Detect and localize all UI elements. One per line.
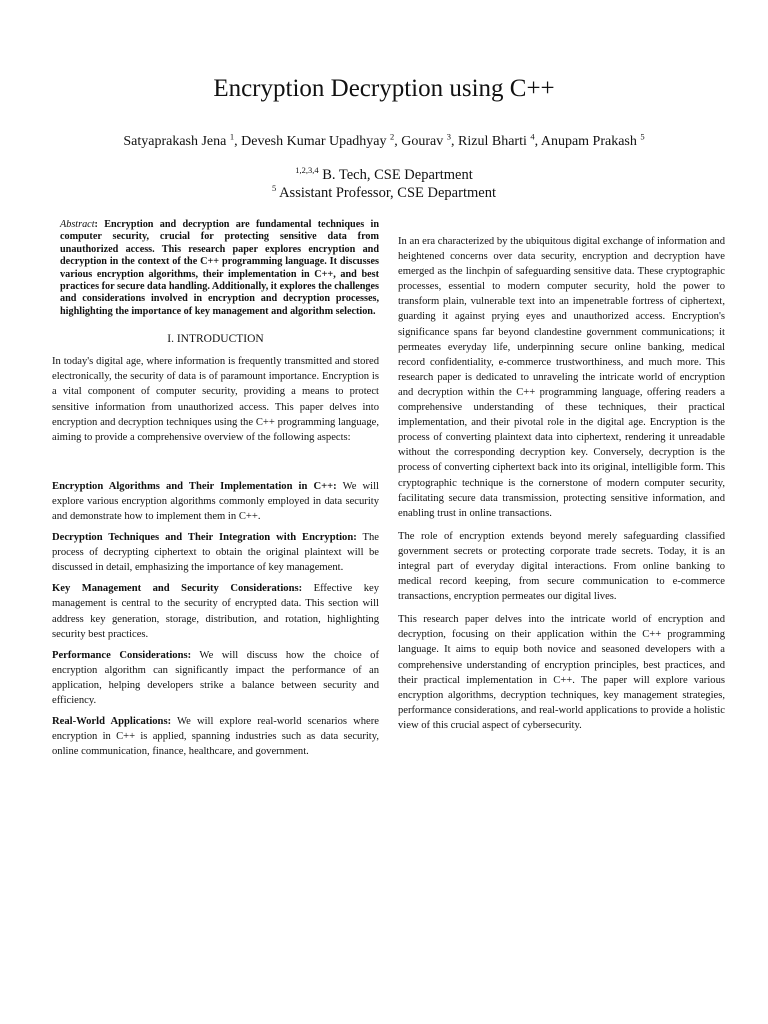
intro-paragraph: In today's digital age, where information is frequently transmitted and stored electronically, the security of data is of paramount importance. Encryption is a vital component of computer security, providing a means to protect sensitive information from unauthorized access. This paper delves into encryption and decryption techniques using the C++ programming language, aiming to provide a comprehensive overview of the following aspects:: [52, 356, 379, 443]
author: Anupam Prakash $^5$: [540, 131, 645, 149]
author-list: [0, 133, 768, 151]
aspect-item: Performance Considerations: We will discuss how the choice of encryption algorithm can significantly impact the performance of an application, helping developers strike a balance between security and efficiency.: [52, 649, 379, 707]
left-column: [52, 219, 379, 765]
paper-title: Encryption Decryption using C++: [213, 75, 555, 102]
section-heading-introduction: I. INTRODUCTION: [167, 333, 264, 346]
body-paragraph: In an era characterized by the ubiquitous digital exchange of information and heightened concerns over data security, encryption and decryption have emerged as the linchpin of safeguarding sensitive data. These cryptographic processes, essential to modern computer security, hold the power to transform plain, vulnerable text into an impenetrable fortress of ciphertext, guarding it against prying eyes and unauthorized access. Encryption's significance spans far beyond clandestine government communications; it permeates everyday life, underpinning secure online banking, medical record confidentiality, e-commerce trustworthiness, and much more. This research paper is dedicated to unraveling the intricate world of encryption and decryption within the C++ programming language, offering readers a comprehensive understanding of these techniques, their practical implementation, and their pivotal role in the digital age. Encryption is the process of converting plaintext data into ciphertext, rendering it unreadable without the corresponding decryption key. Conversely, decryption is the process of converting ciphertext back into its original, intelligible form. This cryptographic technique is the cornerstone of modern computer security, facilitating secure data transmission, protecting sensitive information, and enabling trust in online transactions.: [398, 236, 725, 519]
body-paragraph: The role of encryption extends beyond merely safeguarding classified government secrets or protecting corporate trade secrets. Today, it is an integral part of everyday digital interactions. From online banking to medical record keeping, from secure communication to e-commerce transactions, encryption permeates our digital lives.: [398, 530, 725, 603]
aspect-item: Decryption Techniques and Their Integration with Encryption: The process of decrypting ciphertext to obtain the original plaintext will be discussed in detail, emphasizing the importance of key management.: [52, 532, 379, 574]
aspect-item: Real-World Applications: We will explore real-world scenarios where encryption in C++ is applied, spanning industries such as data security, online communication, finance, healthcare, and government.: [52, 716, 379, 758]
affiliation: $^5$ Assistant Professor, CSE Department: [272, 183, 496, 201]
author: Satyaprakash Jena $^1$,: [123, 131, 242, 149]
aspect-item: Encryption Algorithms and Their Implementation in C++: We will explore various encryption algorithms commonly employed in data security and demonstrate how to implement them in C++.: [52, 480, 379, 522]
aspect-item: Key Management and Security Considerations: Effective key management is central to the security of encrypted data. This section will address key generation, storage, distribution, and rotation, highlighting security best practices.: [52, 583, 379, 640]
abstract: Abstract: Encryption and decryption are fundamental techniques in computer security, crucial for protecting sensitive data from unauthorized access. This research paper explores encryption and decryption in the context of the C++ programming language. It discusses various encryption algorithms, their implementation in C++, and best practices for secure data handling. Additionally, it explores the challenges and considerations involved in encryption and decryption processes, highlighting the importance of key management and algorithm selection.: [60, 219, 379, 317]
right-column: [398, 234, 725, 741]
author: Gourav $^3$,: [401, 131, 459, 149]
author: Rizul Bharti $^4$,: [458, 131, 541, 149]
affiliation: $^{1,2,3,4}$ B. Tech, CSE Department: [295, 165, 473, 183]
author: Devesh Kumar Upadhyay $^2$,: [241, 131, 402, 149]
body-paragraph: This research paper delves into the intricate world of encryption and decryption, focusing on their application within the C++ programming language. It aims to equip both novice and seasoned developers with a comprehensive understanding of encryption principles, best practices, and their practical implementation in C++. The paper will explore various encryption algorithms, decryption techniques, key management strategies, performance considerations, and real-world applications to provide a holistic view of this crucial aspect of cybersecurity.: [398, 614, 725, 731]
